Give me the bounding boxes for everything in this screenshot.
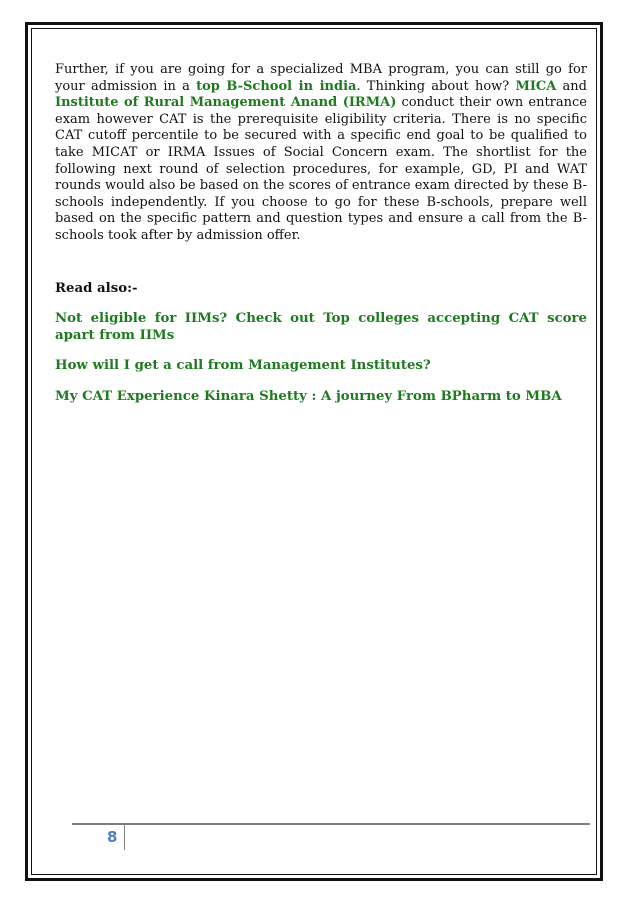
top-bschool-link[interactable]: top B-School in india: [196, 78, 357, 94]
footer-divider: [124, 824, 125, 850]
mica-link[interactable]: MICA: [515, 78, 557, 94]
page-number: 8: [107, 828, 118, 846]
footer-rule: [72, 823, 590, 825]
related-link-cat-experience[interactable]: My CAT Experience Kinara Shetty : A journey From BPharm to MBA: [55, 388, 562, 404]
paragraph-text: Further, if you are going for a specialized MBA program, you can still go for your admission in a: [55, 62, 587, 94]
intro-paragraph: [55, 62, 587, 245]
document-body: [55, 62, 587, 406]
read-also-heading: Read also:-: [55, 280, 138, 296]
paragraph-text: and: [556, 78, 587, 94]
related-link-management-institutes[interactable]: How will I get a call from Management Institutes?: [55, 358, 431, 374]
paragraph-text: conduct their own entrance exam however CAT is the prerequisite eligibility criteria. There is no specific CAT cutoff percentile to be secured with a specific end goal to be qualified to take MICAT or IRMA Issues of Social Concern exam. The shortlist for the following next round of selection procedures, for example, GD, PI and WAT rounds would also be based on the scores of entrance exam directed by these B-schools independently. If you choose to go for these B-schools, prepare well based on the specific pattern and question types and ensure a call from the B-schools took after by admission offer.: [55, 95, 587, 243]
related-links-list: [55, 311, 587, 405]
irma-link[interactable]: Institute of Rural Management Anand (IRMA): [55, 95, 397, 111]
related-link-iims[interactable]: Not eligible for IIMs? Check out Top colleges accepting CAT score apart from IIMs: [55, 311, 587, 343]
paragraph-text: . Thinking about how?: [356, 78, 516, 94]
